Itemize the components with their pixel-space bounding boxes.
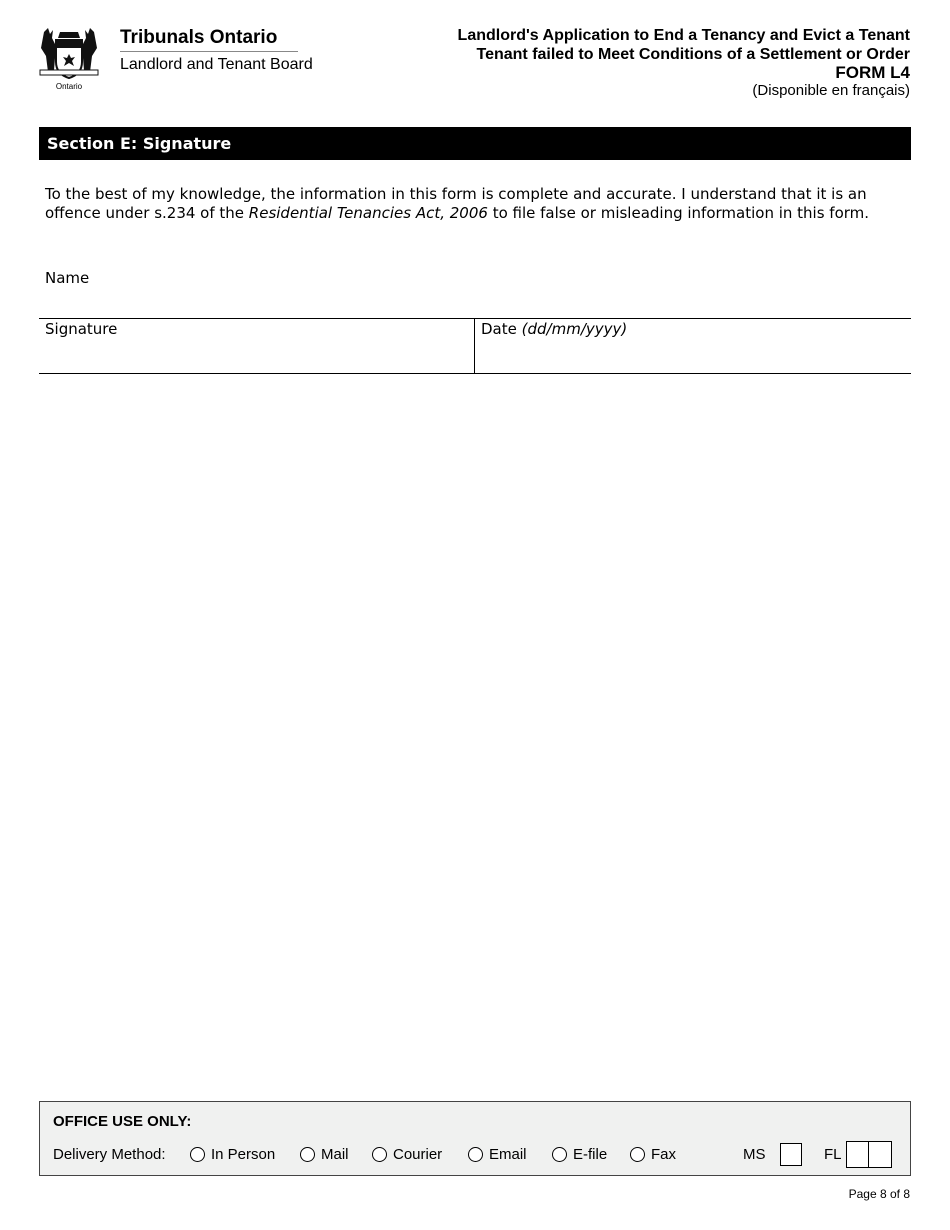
signature-date-row[interactable] xyxy=(39,318,911,374)
logo-word: Ontario xyxy=(55,82,83,91)
form-title-line2: Tenant failed to Meet Conditions of a Settlement or Order xyxy=(476,46,910,63)
option-label: Email xyxy=(489,1146,527,1163)
name-field-label: Name xyxy=(45,269,90,287)
date-field-label xyxy=(481,320,627,338)
ms-input-box[interactable] xyxy=(780,1143,802,1166)
declaration-part1: To the best of my knowledge, the information in this form is complete and accurate. I understand that it is an offence under s.234 of the xyxy=(45,185,867,222)
org-name: Tribunals Ontario xyxy=(120,27,278,48)
option-label: Courier xyxy=(393,1146,443,1163)
signature-field-label: Signature xyxy=(45,320,118,338)
org-divider xyxy=(120,51,298,52)
date-label-text: Date xyxy=(481,320,517,338)
radio-circle-icon[interactable] xyxy=(300,1147,315,1162)
radio-circle-icon[interactable] xyxy=(468,1147,483,1162)
form-header xyxy=(458,26,910,99)
radio-circle-icon[interactable] xyxy=(190,1147,205,1162)
option-label: E-file xyxy=(573,1146,608,1163)
delivery-option-in-person[interactable] xyxy=(190,1146,275,1163)
office-use-title: OFFICE USE ONLY: xyxy=(53,1113,192,1130)
option-label: Mail xyxy=(321,1146,349,1163)
fl-label: FL xyxy=(824,1146,842,1163)
ms-label: MS xyxy=(743,1146,766,1163)
signature-date-divider xyxy=(474,318,475,374)
form-title-line1: Landlord's Application to End a Tenancy and Evict a Tenant xyxy=(457,27,910,44)
french-availability-note: (Disponible en français) xyxy=(752,82,910,99)
option-label: Fax xyxy=(651,1146,677,1163)
fl-input-box[interactable] xyxy=(846,1141,892,1168)
declaration-part2: to file false or misleading information in this form. xyxy=(487,204,870,222)
delivery-option-email[interactable] xyxy=(468,1146,527,1163)
delivery-option-efile[interactable] xyxy=(552,1146,607,1163)
delivery-option-courier[interactable] xyxy=(372,1146,442,1163)
delivery-option-mail[interactable] xyxy=(300,1146,349,1163)
delivery-option-fax[interactable] xyxy=(630,1146,676,1163)
section-title-bar: Section E: Signature xyxy=(39,127,911,160)
radio-circle-icon[interactable] xyxy=(552,1147,567,1162)
option-label: In Person xyxy=(211,1146,276,1163)
delivery-method-label: Delivery Method: xyxy=(53,1146,166,1163)
declaration-act-name: Residential Tenancies Act, 2006 xyxy=(248,204,488,222)
board-name: Landlord and Tenant Board xyxy=(120,56,313,73)
page-number: Page 8 of 8 xyxy=(848,1187,910,1201)
fl-input-divider xyxy=(868,1141,869,1168)
declaration-text xyxy=(45,185,905,223)
form-id: FORM L4 xyxy=(835,63,910,82)
date-format-hint: (dd/mm/yyyy) xyxy=(521,320,628,338)
radio-circle-icon[interactable] xyxy=(630,1147,645,1162)
radio-circle-icon[interactable] xyxy=(372,1147,387,1162)
